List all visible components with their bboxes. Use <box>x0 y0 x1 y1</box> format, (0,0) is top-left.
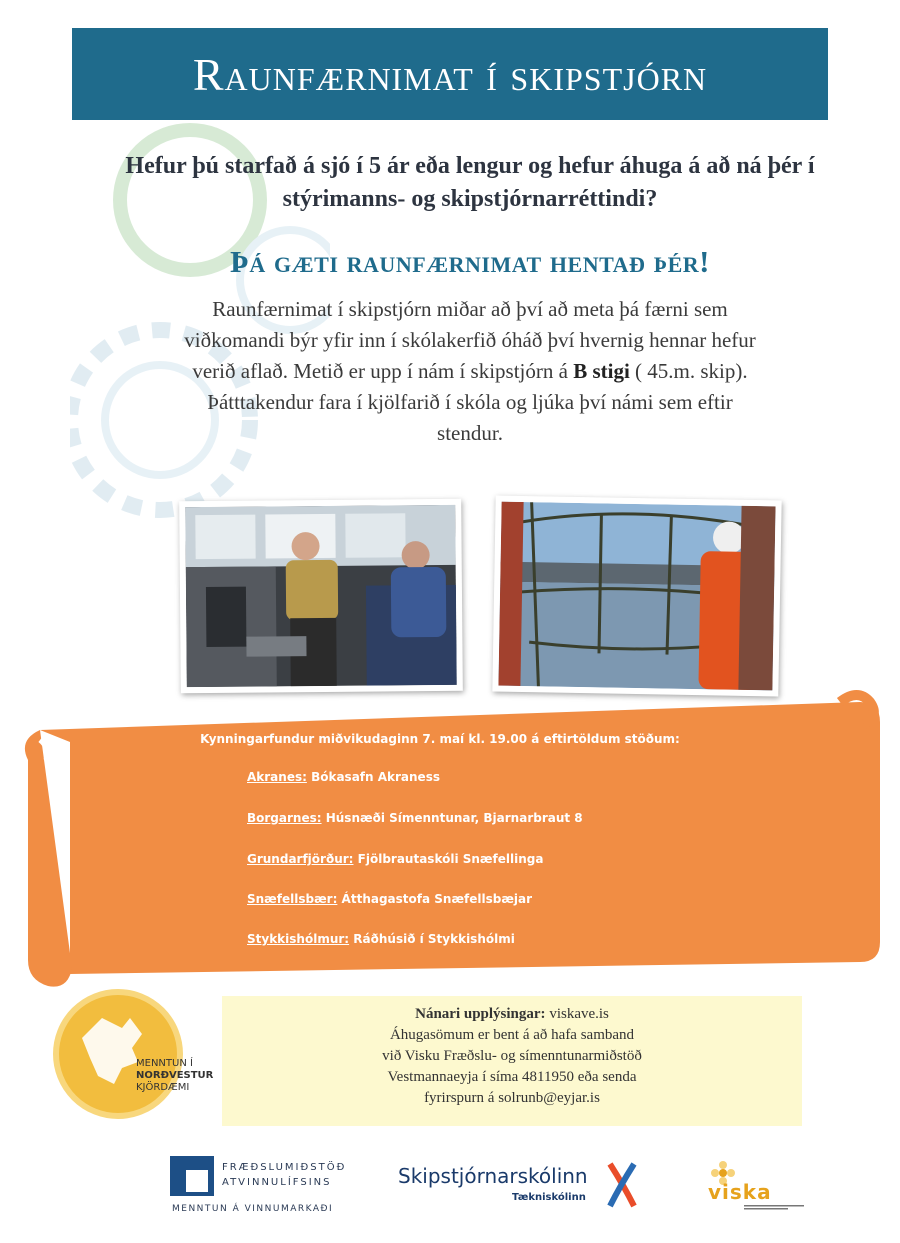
location-grundarfjordur <box>247 852 543 866</box>
location-akranes <box>247 770 440 784</box>
info-heading <box>222 1004 802 1025</box>
contact-info-box <box>222 996 802 1126</box>
info-heading-label: Nánari upplýsingar: <box>415 1006 546 1022</box>
description-part-1: Raunfærnimat í skipstjórn miðar að því að meta þá færni sem viðkomandi býr yfir inn í skólakerfið óháð því hvernig hennar hefur verið aflað. Metið er upp í nám í skipstjórn á <box>184 297 756 383</box>
location-place: Borgarnes: <box>247 811 322 825</box>
fa-logo-mark-icon <box>170 1156 214 1196</box>
location-snaefellsbaer <box>247 892 532 906</box>
logo-fraedslumidstod <box>170 1156 360 1220</box>
description-part-2: ( 45.m. skip). Þátttakendur fara í kjölfarið í skóla og ljúka því námi sem eftir stendur. <box>207 359 748 445</box>
location-stykkisholmur <box>247 932 515 946</box>
location-place: Stykkishólmur: <box>247 932 350 946</box>
description-bold: B stigi <box>573 359 630 383</box>
viska-tagline-graphic <box>744 1204 804 1210</box>
location-place: Akranes: <box>247 770 307 784</box>
fa-logo-line1: FRÆÐSLUMIÐSTÖÐ <box>222 1162 347 1173</box>
location-venue: Húsnæði Símenntunar, Bjarnarbraut 8 <box>321 811 583 825</box>
photo-fisherman-deck <box>492 496 781 697</box>
location-venue: Ráðhúsið í Stykkishólmi <box>349 932 515 946</box>
fa-logo-line2: ATVINNULÍFSINS <box>222 1177 332 1188</box>
subheading: Þá gæti raunfærnimat hentað þér! <box>229 244 710 279</box>
sk-logo-sub: Tækniskólinn <box>512 1192 586 1203</box>
meeting-intro-text: Kynningarfundur miðvikudaginn 7. maí kl. 19.00 á eftirtöldum stöðum: <box>200 732 680 746</box>
logo-sun-line3: KJÖRDÆMI <box>136 1082 190 1093</box>
description-paragraph <box>180 294 760 449</box>
logo-sun-line1: MENNTUN Í <box>136 1058 193 1069</box>
logo-viska <box>706 1160 806 1216</box>
info-line: Vestmannaeyja í síma 4811950 eða senda <box>387 1069 637 1085</box>
fa-logo-line3: MENNTUN Á VINNUMARKAÐI <box>172 1204 334 1214</box>
location-venue: Bókasafn Akraness <box>306 770 440 784</box>
location-place: Grundarfjörður: <box>247 852 354 866</box>
viska-logo-word: viska <box>708 1180 772 1204</box>
intro-question: Hefur þú starfað á sjó í 5 ár eða lengur og hefur áhuga á að ná þér í stýrimanns- og skipstjórnarréttindi? <box>125 153 815 212</box>
logo-sun-text <box>136 1058 213 1094</box>
sk-logo-mark-icon <box>606 1162 638 1208</box>
logo-menntun-nordvestur <box>52 988 232 1128</box>
info-line: Áhugasömum er bent á að hafa samband <box>389 1027 635 1043</box>
location-venue: Fjölbrautaskóli Snæfellinga <box>353 852 544 866</box>
logo-skipstjornarskolinn <box>398 1160 648 1216</box>
info-line: fyrirspurn á solrunb@eyjar.is <box>424 1090 600 1106</box>
info-line: við Visku Fræðslu- og símenntunarmiðstöð <box>382 1048 642 1064</box>
meeting-scroll-banner <box>10 682 890 1002</box>
page-title: Raunfærnimat í skipstjórn <box>192 48 708 100</box>
location-place: Snæfellsbær: <box>247 892 338 906</box>
photo-ship-bridge <box>179 499 463 693</box>
location-borgarnes <box>247 811 583 825</box>
logo-sun-line2: NORÐVESTUR <box>136 1070 214 1081</box>
location-venue: Átthagastofa Snæfellsbæjar <box>337 892 533 906</box>
title-banner <box>72 28 828 120</box>
info-website: viskave.is <box>545 1006 609 1022</box>
sk-logo-name: Skipstjórnarskólinn <box>398 1164 588 1188</box>
